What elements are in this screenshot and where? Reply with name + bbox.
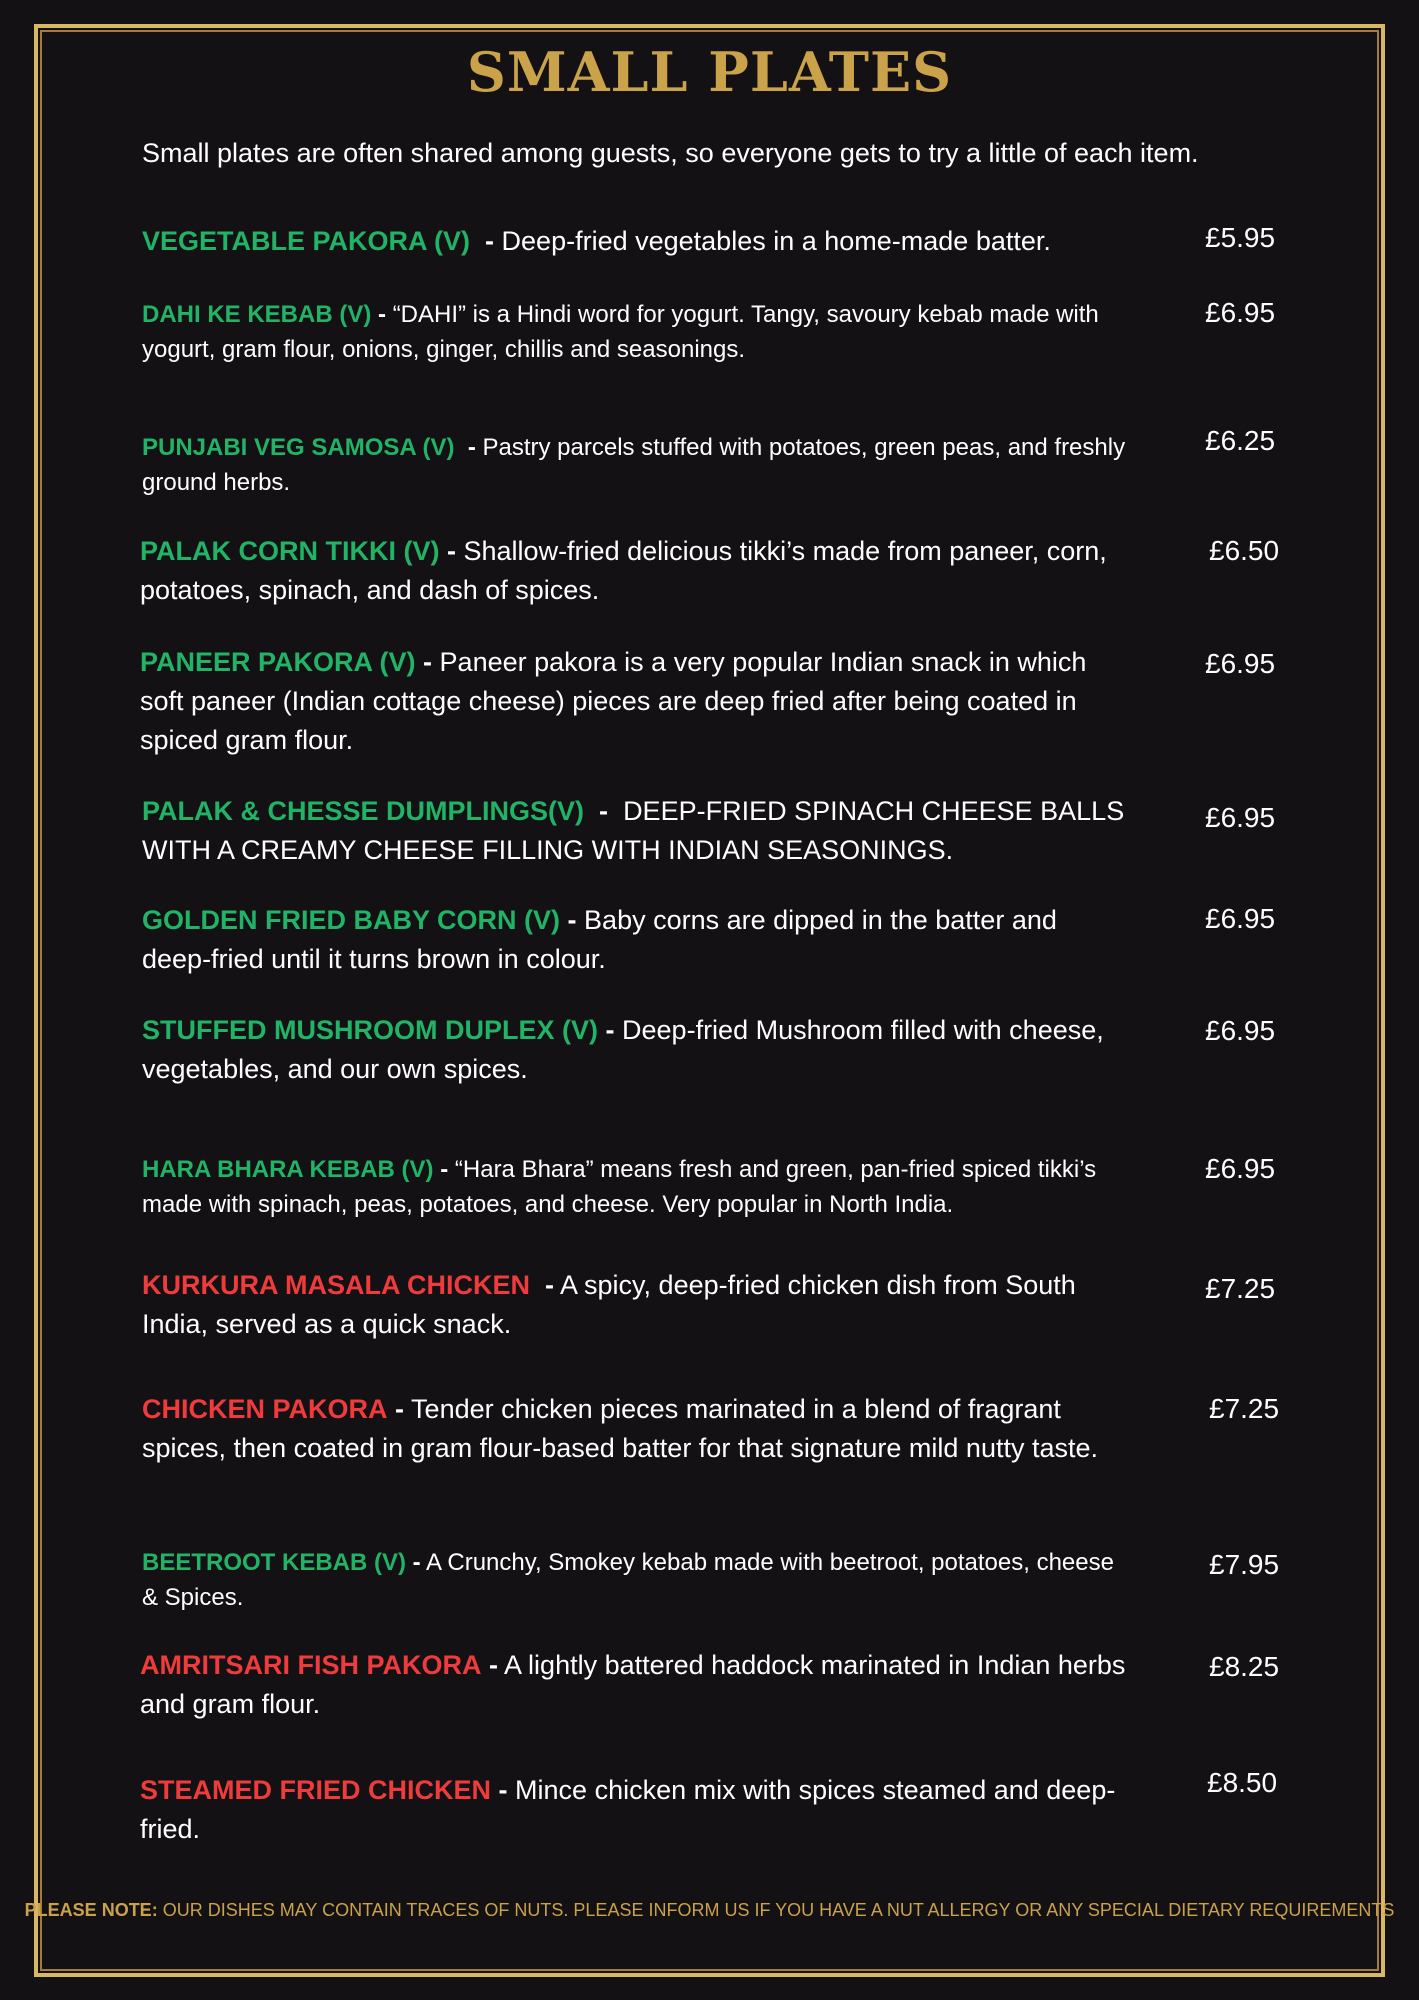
menu-item-golden-fried-baby-corn <box>142 901 1132 979</box>
page-title: SMALL PLATES <box>466 40 953 104</box>
menu-item-paneer-pakora <box>140 643 1130 760</box>
item-name: PALAK CORN TIKKI (V) <box>140 536 440 566</box>
intro-text: Small plates are often shared among guests, so everyone gets to try a little of each item. <box>142 138 1199 168</box>
item-name: PANEER PAKORA (V) <box>140 647 416 677</box>
item-dash: - <box>440 1156 449 1183</box>
menu-item-hara-bhara-kebab <box>142 1152 1132 1222</box>
item-price: £7.25 <box>1209 1393 1280 1424</box>
item-name: HARA BHARA KEBAB (V) <box>142 1156 434 1183</box>
item-dash: - <box>378 301 387 328</box>
item-description: A spicy, deep-fried chicken dish from South India, served as a quick snack. <box>142 1270 1076 1339</box>
item-price: £7.25 <box>1205 1273 1276 1304</box>
item-description: A lightly battered haddock marinated in Indian herbs and gram flour. <box>140 1650 1126 1719</box>
item-price: £6.95 <box>1205 297 1276 328</box>
item-dash: - <box>485 226 495 256</box>
menu-item-vegetable-pakora <box>142 222 1132 261</box>
item-name: PALAK & CHESSE DUMPLINGS(V) <box>142 796 585 826</box>
item-dash: - <box>447 536 456 566</box>
menu-item-punjabi-veg-samosa <box>142 430 1132 500</box>
item-name: STUFFED MUSHROOM DUPLEX (V) <box>142 1015 598 1045</box>
item-name: STEAMED FRIED CHICKEN <box>140 1775 492 1805</box>
item-price: £6.95 <box>1205 1153 1276 1184</box>
item-dash: - <box>605 1015 615 1045</box>
menu-item-dahi-ke-kebab <box>142 297 1132 367</box>
menu-item-chicken-pakora <box>142 1390 1132 1468</box>
item-name: AMRITSARI FISH PAKORA <box>140 1650 482 1680</box>
item-price: £8.50 <box>1207 1767 1278 1798</box>
item-price: £5.95 <box>1205 222 1276 253</box>
item-price: £6.25 <box>1205 425 1276 456</box>
item-name: PUNJABI VEG SAMOSA (V) <box>142 434 455 461</box>
menu-item-palak-corn-tikki <box>140 532 1130 610</box>
allergy-note <box>0 1891 1419 1929</box>
menu-item-beetroot-kebab <box>142 1545 1132 1615</box>
item-description: “DAHI” is a Hindi word for yogurt. Tangy, savoury kebab made with yogurt, gram flour, onions, ginger, chillis and seasonings. <box>142 301 1099 363</box>
item-name: BEETROOT KEBAB (V) <box>142 1549 406 1576</box>
item-name: GOLDEN FRIED BABY CORN (V) <box>142 905 561 935</box>
item-dash: - <box>412 1549 421 1576</box>
item-dash: - <box>498 1775 508 1805</box>
item-dash: - <box>545 1270 554 1300</box>
item-dash: - <box>599 796 609 826</box>
item-name: DAHI KE KEBAB (V) <box>142 301 372 328</box>
item-name: CHICKEN PAKORA <box>142 1394 388 1424</box>
allergy-note-text: OUR DISHES MAY CONTAIN TRACES OF NUTS. PLEASE INFORM US IF YOU HAVE A NUT ALLERGY OR ANY SPECIAL DIETARY REQUIREMENTS <box>162 1900 1395 1920</box>
item-price: £6.95 <box>1205 903 1276 934</box>
item-dash: - <box>567 905 577 935</box>
item-price: £7.95 <box>1209 1549 1280 1580</box>
item-description: Baby corns are dipped in the batter and deep-fried until it turns brown in colour. <box>142 905 1057 974</box>
item-price: £6.95 <box>1205 802 1276 833</box>
item-description: Mince chicken mix with spices steamed and deep-fried. <box>140 1775 1116 1844</box>
item-description: Deep-fried vegetables in a home-made batter. <box>501 226 1051 256</box>
allergy-note-lead: PLEASE NOTE: <box>24 1900 158 1920</box>
item-dash: - <box>423 647 433 677</box>
menu-item-kurkura-masala-chicken <box>142 1266 1132 1344</box>
item-description: Deep-fried Mushroom filled with cheese, vegetables, and our own spices. <box>142 1015 1104 1084</box>
item-dash: - <box>489 1650 499 1680</box>
menu-item-palak-chesse-dumplings <box>142 792 1132 870</box>
item-description: A Crunchy, Smokey kebab made with beetroot, potatoes, cheese & Spices. <box>142 1549 1114 1611</box>
menu-item-stuffed-mushroom-duplex <box>142 1011 1132 1089</box>
item-dash: - <box>467 434 476 461</box>
item-price: £8.25 <box>1209 1651 1280 1682</box>
item-price: £6.95 <box>1205 1015 1276 1046</box>
item-description: “Hara Bhara” means fresh and green, pan-fried spiced tikki’s made with spinach, peas, potatoes, and cheese. Very popular in North India. <box>142 1156 1097 1218</box>
item-price: £6.50 <box>1209 535 1280 566</box>
item-description: Pastry parcels stuffed with potatoes, green peas, and freshly ground herbs. <box>142 434 1126 496</box>
item-name: VEGETABLE PAKORA (V) <box>142 226 471 256</box>
menu-item-amritsari-fish-pakora <box>140 1646 1130 1724</box>
item-description: DEEP-FRIED SPINACH CHEESE BALLS WITH A CREAMY CHEESE FILLING WITH INDIAN SEASONINGS. <box>142 796 1125 865</box>
menu-item-steamed-fried-chicken <box>140 1771 1130 1849</box>
item-description: Tender chicken pieces marinated in a blend of fragrant spices, then coated in gram flour-based batter for that signature mild nutty taste. <box>142 1394 1099 1463</box>
item-dash: - <box>395 1394 405 1424</box>
item-description: Paneer pakora is a very popular Indian snack in which soft paneer (Indian cottage cheese) pieces are deep fried after being coated in spiced gram flour. <box>140 647 1087 755</box>
item-name: KURKURA MASALA CHICKEN <box>142 1270 530 1300</box>
item-description: Shallow-fried delicious tikki’s made from paneer, corn, potatoes, spinach, and dash of spices. <box>140 536 1107 605</box>
item-price: £6.95 <box>1205 648 1276 679</box>
